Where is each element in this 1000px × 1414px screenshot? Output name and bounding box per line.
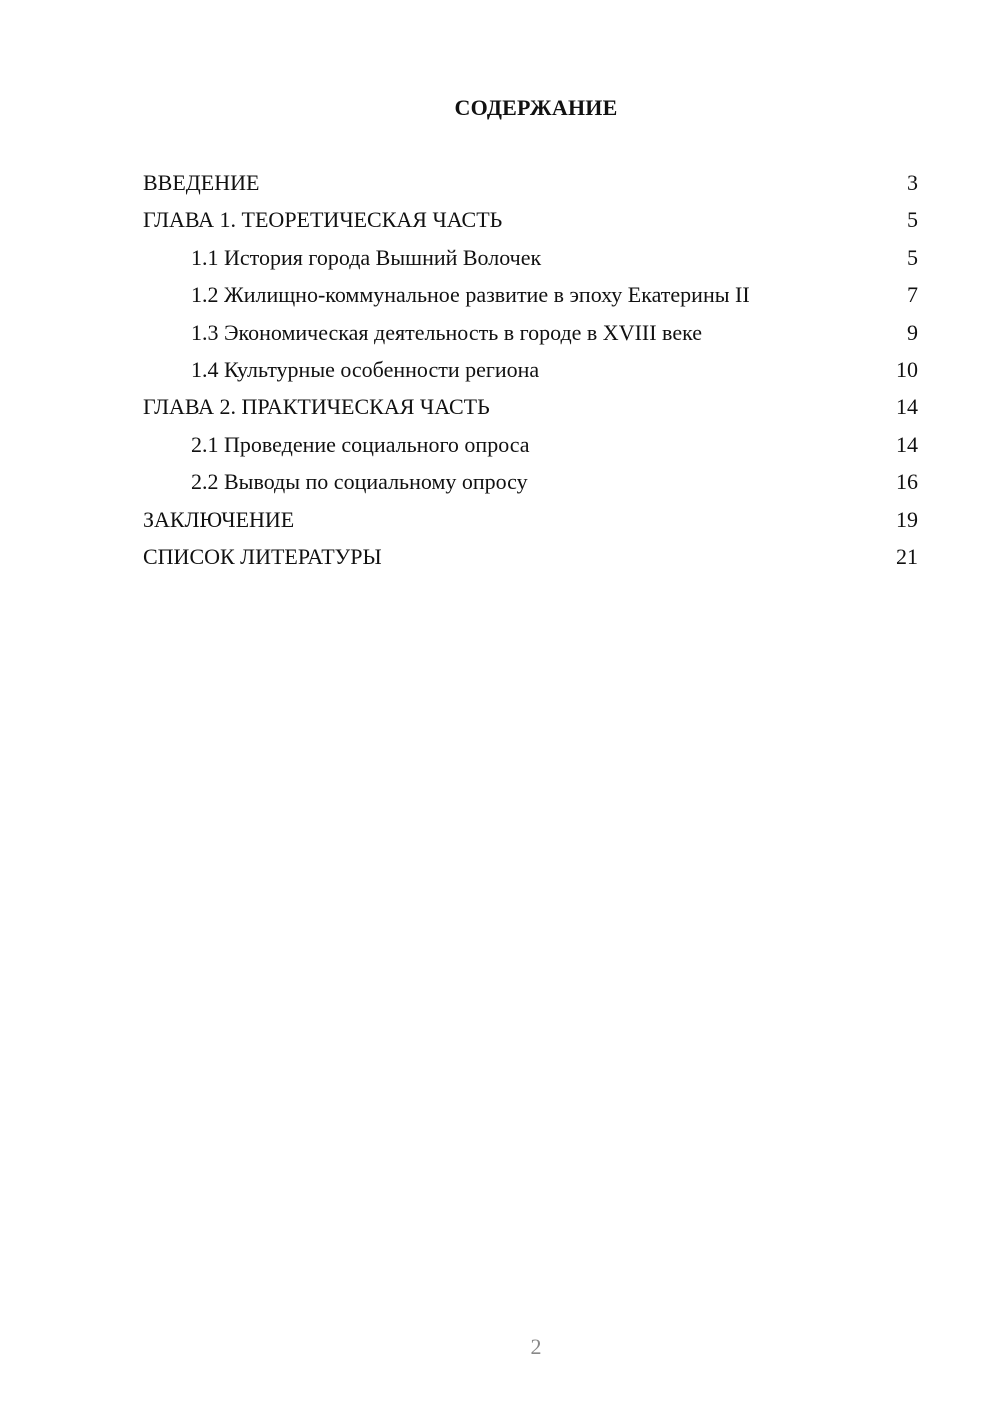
toc-entry-label: 1.3 Экономическая деятельность в городе в XVIII веке [191,319,702,345]
toc-entry-label: СПИСОК ЛИТЕРАТУРЫ [143,543,382,569]
toc-entry-label: 2.1 Проведение социального опроса [191,431,530,457]
toc-entry-page: 5 [907,207,918,233]
toc-entry-chapter-1[interactable] [143,207,918,233]
toc-entry-label: 1.4 Культурные особенности региона [191,356,540,382]
toc-entry-bibliography[interactable] [143,544,918,570]
toc-entry-section-1-4[interactable] [143,357,918,383]
toc-entry-page: 7 [907,282,918,308]
toc-entry-section-1-1[interactable] [143,245,918,271]
toc-entry-section-2-1[interactable] [143,432,918,458]
toc-entry-label: ГЛАВА 2. ПРАКТИЧЕСКАЯ ЧАСТЬ [143,394,490,420]
toc-entry-page: 9 [907,319,918,345]
toc-entry-page: 16 [896,469,918,495]
toc-entry-chapter-2[interactable] [143,394,918,420]
toc-entry-section-1-3[interactable] [143,320,918,346]
toc-entry-page: 14 [896,394,918,420]
toc-entry-label: ГЛАВА 1. ТЕОРЕТИЧЕСКАЯ ЧАСТЬ [143,207,503,233]
toc-entry-page: 10 [896,356,918,382]
toc-entry-page: 14 [896,431,918,457]
toc-entry-conclusion[interactable] [143,507,918,533]
toc-entry-label: ЗАКЛЮЧЕНИЕ [143,506,295,532]
page-number: 2 [530,1334,542,1359]
toc-entry-label: 1.2 Жилищно-коммунальное развитие в эпоху Екатерины II [191,282,750,308]
toc-entry-page: 21 [896,543,918,569]
page-title: СОДЕРЖАНИЕ [454,95,618,120]
toc-entry-page: 5 [907,244,918,270]
toc-entry-page: 3 [907,170,918,195]
toc-entry-section-1-2[interactable] [143,282,918,308]
toc-entry-section-2-2[interactable] [143,469,918,495]
toc-entry-introduction[interactable] [143,170,918,196]
toc-entry-page: 19 [896,506,918,532]
table-of-contents [143,170,918,581]
toc-entry-label: 2.2 Выводы по социальному опросу [191,469,528,495]
toc-entry-label: 1.1 История города Вышний Волочек [191,244,542,270]
toc-entry-label: ВВЕДЕНИЕ [143,170,260,195]
